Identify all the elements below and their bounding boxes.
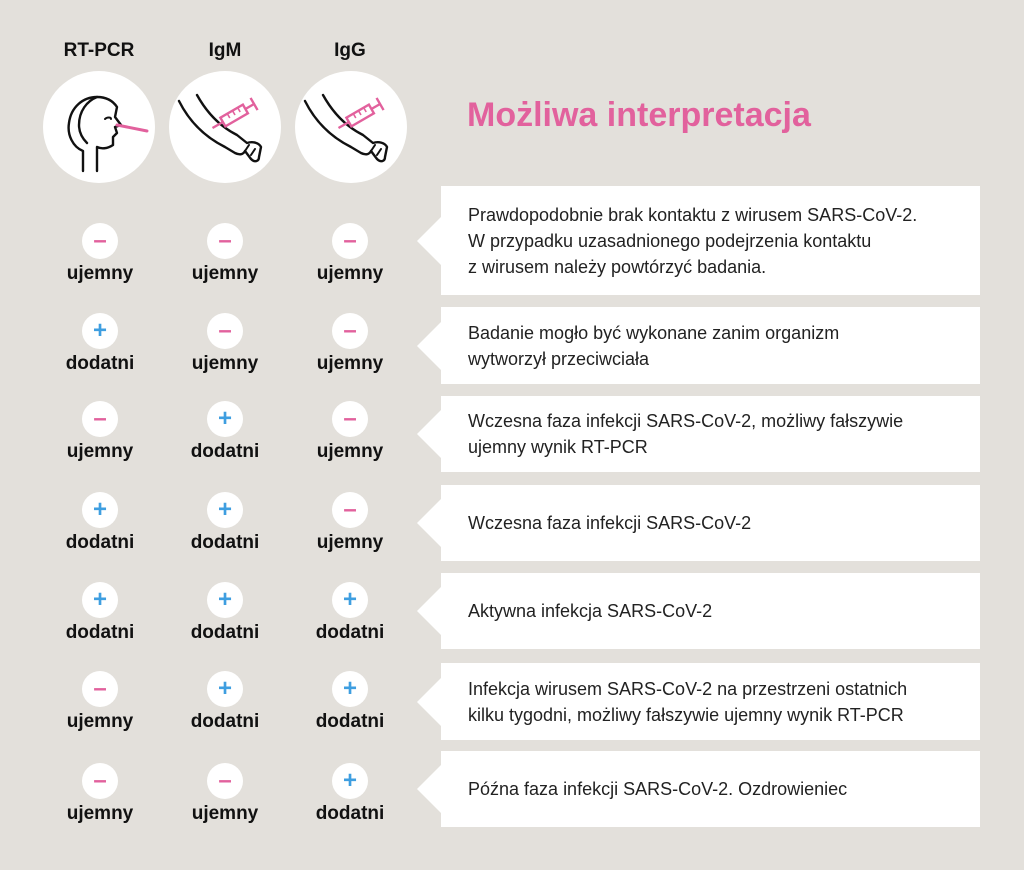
minus-sign-icon: – bbox=[82, 223, 118, 259]
plus-sign-icon: + bbox=[82, 313, 118, 349]
result-label: ujemny bbox=[316, 532, 384, 553]
result-label: dodatni bbox=[190, 441, 260, 462]
result-cell-igg bbox=[275, 763, 425, 825]
result-cell-igg bbox=[275, 582, 425, 644]
result-label: dodatni bbox=[65, 353, 135, 374]
nose-swab-icon bbox=[43, 71, 155, 183]
minus-sign-icon: – bbox=[332, 492, 368, 528]
interpretation-box bbox=[441, 751, 980, 827]
interpretation-text: Późna faza infekcji SARS-CoV-2. Ozdrowieniec bbox=[468, 779, 848, 799]
result-label: dodatni bbox=[190, 532, 260, 553]
result-label: ujemny bbox=[66, 711, 134, 732]
header-igg: IgG bbox=[334, 40, 366, 61]
result-label: ujemny bbox=[316, 353, 384, 374]
interpretation-text: Aktywna infekcja SARS-CoV-2 bbox=[468, 601, 713, 621]
blood-draw-icon bbox=[295, 71, 407, 183]
result-label: ujemny bbox=[66, 803, 134, 824]
result-label: dodatni bbox=[190, 711, 260, 732]
result-label: dodatni bbox=[315, 622, 385, 643]
plus-sign-icon: + bbox=[207, 671, 243, 707]
minus-sign-icon: – bbox=[207, 763, 243, 799]
plus-sign-icon: + bbox=[207, 492, 243, 528]
interpretation-box bbox=[441, 186, 980, 295]
result-label: dodatni bbox=[315, 711, 385, 732]
interpretation-title: Możliwa interpretacja bbox=[467, 96, 811, 134]
plus-sign-icon: + bbox=[207, 401, 243, 437]
result-label: ujemny bbox=[191, 353, 259, 374]
minus-sign-icon: – bbox=[207, 223, 243, 259]
result-cell-igg bbox=[275, 401, 425, 463]
blood-draw-icon bbox=[169, 71, 281, 183]
plus-sign-icon: + bbox=[82, 582, 118, 618]
minus-sign-icon: – bbox=[82, 401, 118, 437]
result-label: ujemny bbox=[191, 263, 259, 284]
plus-sign-icon: + bbox=[82, 492, 118, 528]
plus-sign-icon: + bbox=[332, 671, 368, 707]
result-label: ujemny bbox=[66, 441, 134, 462]
interpretation-text: Badanie mogło być wykonane zanim organizm wytworzył przeciwciała bbox=[468, 322, 840, 369]
interpretation-text: Prawdopodobnie brak kontaktu z wirusem SARS-CoV-2. W przypadku uzasadnionego podejrzenia kontaktu z wirusem należy powtórzyć badania. bbox=[468, 204, 918, 277]
interpretation-box bbox=[441, 573, 980, 649]
interpretation-box bbox=[441, 663, 980, 740]
minus-sign-icon: – bbox=[332, 223, 368, 259]
result-cell-igg bbox=[275, 671, 425, 733]
result-label: dodatni bbox=[65, 622, 135, 643]
plus-sign-icon: + bbox=[207, 582, 243, 618]
result-label: dodatni bbox=[190, 622, 260, 643]
minus-sign-icon: – bbox=[332, 401, 368, 437]
result-cell-igg bbox=[275, 492, 425, 554]
minus-sign-icon: – bbox=[207, 313, 243, 349]
result-label: dodatni bbox=[65, 532, 135, 553]
result-label: dodatni bbox=[315, 803, 385, 824]
plus-sign-icon: + bbox=[332, 582, 368, 618]
interpretation-text: Wczesna faza infekcji SARS-CoV-2 bbox=[468, 513, 752, 533]
header-igm: IgM bbox=[208, 40, 242, 61]
minus-sign-icon: – bbox=[82, 671, 118, 707]
interpretation-text: Infekcja wirusem SARS-CoV-2 na przestrzeni ostatnich kilku tygodni, możliwy fałszywie ujemny wynik RT-PCR bbox=[468, 678, 908, 725]
interpretation-box bbox=[441, 396, 980, 472]
header-rtpcr: RT-PCR bbox=[63, 40, 135, 61]
plus-sign-icon: + bbox=[332, 763, 368, 799]
interpretation-box bbox=[441, 485, 980, 561]
result-label: ujemny bbox=[66, 263, 134, 284]
minus-sign-icon: – bbox=[82, 763, 118, 799]
minus-sign-icon: – bbox=[332, 313, 368, 349]
result-label: ujemny bbox=[191, 803, 259, 824]
interpretation-box bbox=[441, 307, 980, 384]
result-label: ujemny bbox=[316, 263, 384, 284]
result-cell-igg bbox=[275, 223, 425, 285]
interpretation-text: Wczesna faza infekcji SARS-CoV-2, możliwy fałszywie ujemny wynik RT-PCR bbox=[468, 411, 904, 457]
result-cell-igg bbox=[275, 313, 425, 375]
result-label: ujemny bbox=[316, 441, 384, 462]
